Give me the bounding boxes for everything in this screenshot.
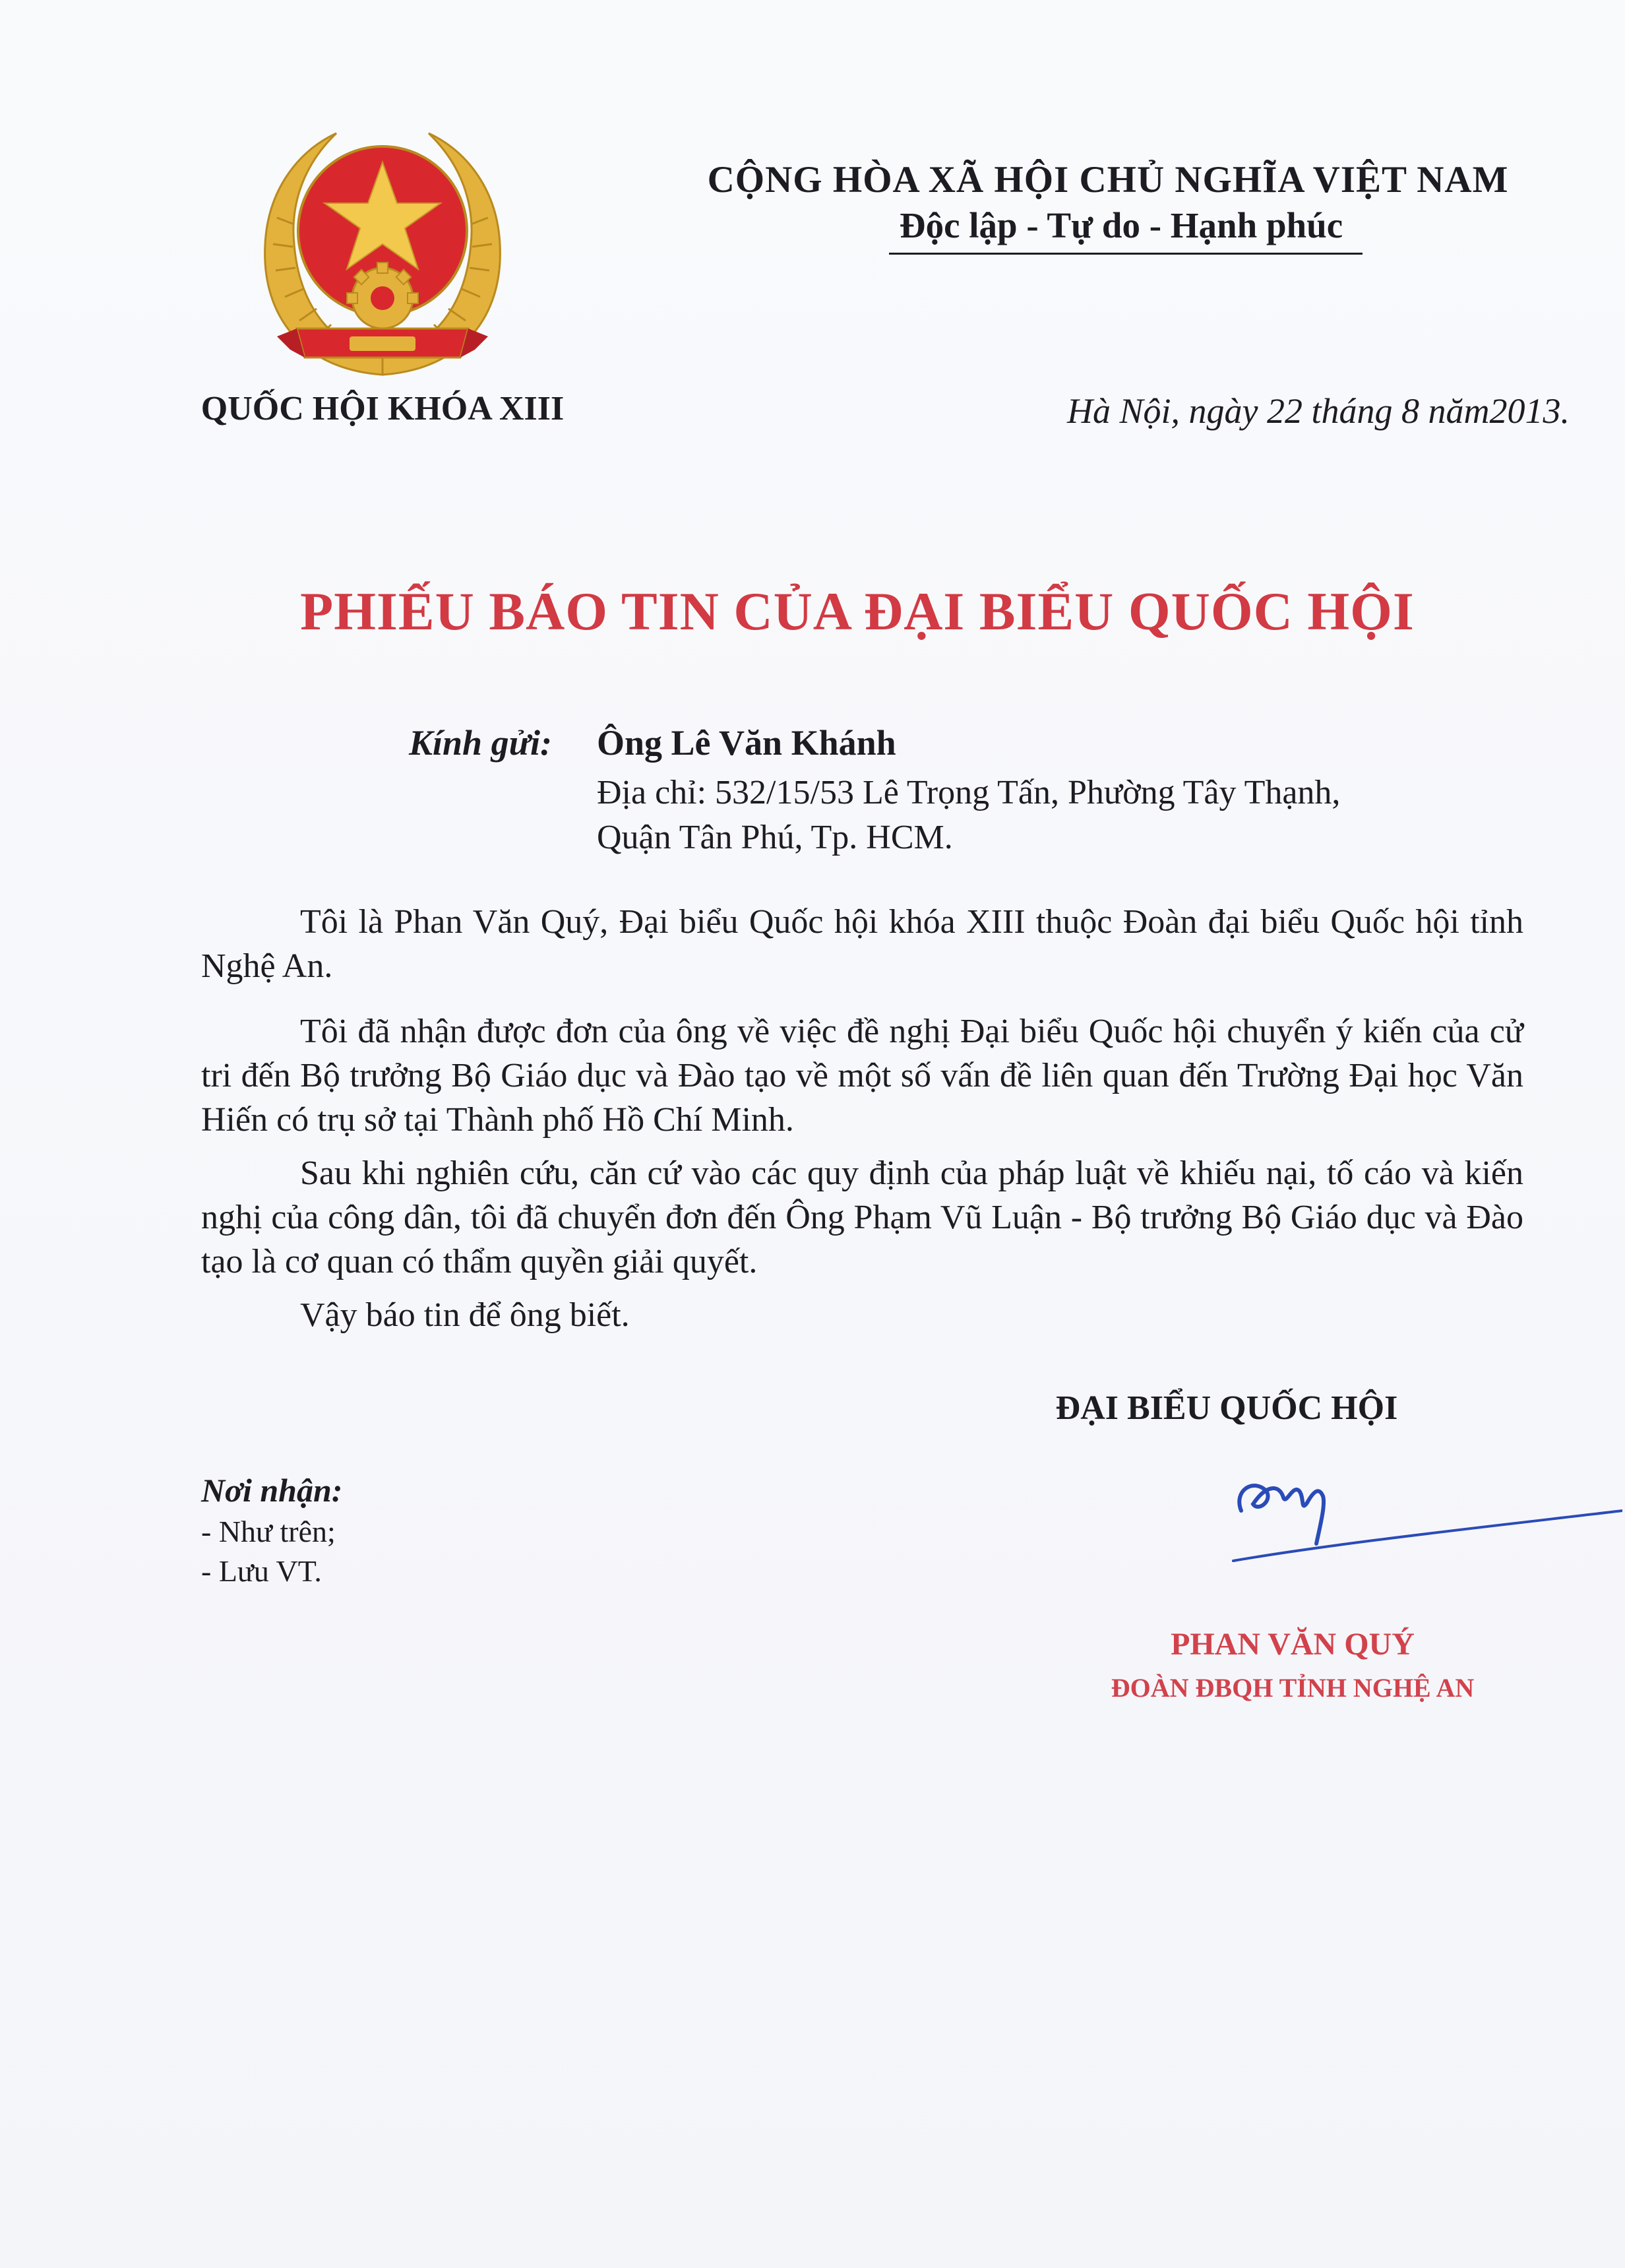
place-date: Hà Nội, ngày 22 tháng 8 năm2013. <box>1067 391 1570 431</box>
stamp-organization: ĐOÀN ĐBQH TỈNH NGHỆ AN <box>1111 1673 1475 1703</box>
body-paragraph-2: Tôi đã nhận được đơn của ông về việc đề nghị Đại biểu Quốc hội chuyển ý kiến của cử tri đến Bộ trưởng Bộ Giáo dục và Đào tạo về một số vấn đề liên quan đến Trường Đại học Văn Hiến có trụ sở tại Thành phố Hồ Chí Minh. <box>201 1013 1523 1139</box>
body-paragraph-4: Vậy báo tin để ông biết. <box>300 1296 630 1334</box>
addressee-address-line1: Địa chỉ: 532/15/53 Lê Trọng Tấn, Phường Tây Thạnh, <box>597 774 1341 811</box>
recipients-label: Nơi nhận: <box>201 1472 343 1509</box>
motto: Độc lập - Tự do - Hạnh phúc <box>899 205 1343 245</box>
handwritten-signature <box>1227 1465 1622 1563</box>
stamp-signer-name: PHAN VĂN QUÝ <box>1171 1627 1415 1662</box>
addressee-label: Kính gửi: <box>409 723 552 763</box>
issuer-name: QUỐC HỘI KHÓA XIII <box>200 390 565 427</box>
signer-title: ĐẠI BIỂU QUỐC HỘI <box>1055 1389 1398 1427</box>
addressee-name: Ông Lê Văn Khánh <box>597 723 896 763</box>
body-paragraph-3: Sau khi nghiên cứu, căn cứ vào các quy định của pháp luật về khiếu nại, tố cáo và kiến nghị của công dân, tôi đã chuyển đơn đến Ông Phạm Vũ Luận - Bộ trưởng Bộ Giáo dục và Đào tạo là cơ quan có thẩm quyền giải quyết. <box>201 1154 1523 1280</box>
document-title: PHIẾU BÁO TIN CỦA ĐẠI BIỂU QUỐC HỘI <box>300 581 1415 641</box>
recipient-item: - Lưu VT. <box>201 1554 322 1588</box>
body-paragraph-1: Tôi là Phan Văn Quý, Đại biểu Quốc hội khóa XIII thuộc Đoàn đại biểu Quốc hội tỉnh Nghệ An. <box>201 903 1523 985</box>
national-emblem-icon <box>251 119 514 383</box>
motto-underline <box>889 253 1363 255</box>
addressee-address-line2: Quận Tân Phú, Tp. HCM. <box>597 819 953 856</box>
nation-heading: CỘNG HÒA XÃ HỘI CHỦ NGHĨA VIỆT NAM <box>707 159 1509 201</box>
recipient-item: - Như trên; <box>201 1515 336 1548</box>
